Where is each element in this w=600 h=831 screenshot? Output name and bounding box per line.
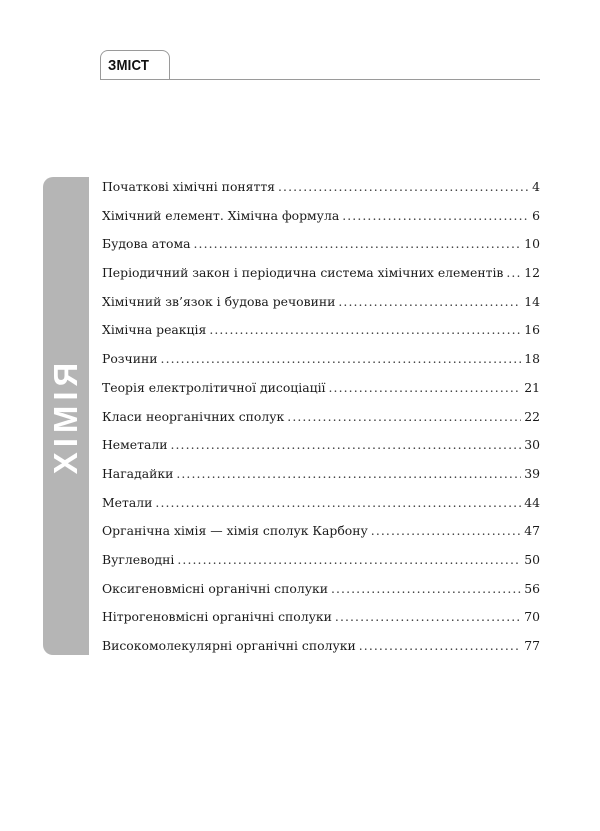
- toc-entry[interactable]: [102, 523, 540, 552]
- toc-entry-title: Органічна хімія — хімія сполук Карбону: [102, 523, 368, 539]
- toc-entry-page-number: 56: [524, 580, 540, 596]
- toc-entry-page-number: 70: [524, 609, 540, 625]
- toc-entry-page-number: 6: [532, 207, 540, 223]
- toc-entry-title: Вуглеводні: [102, 551, 175, 567]
- toc-entry-page-number: 14: [524, 293, 540, 309]
- toc-dot-leader: [155, 495, 521, 511]
- toc-dot-leader: [329, 380, 522, 396]
- toc-dot-leader: [338, 294, 521, 310]
- toc-entry-title: Початкові хімічні поняття: [102, 179, 276, 194]
- toc-dot-leader: [209, 322, 521, 338]
- toc-entry-title: Будова атома: [102, 236, 191, 252]
- toc-entry[interactable]: [102, 437, 540, 466]
- toc-entry[interactable]: [102, 638, 540, 667]
- toc-entry[interactable]: [102, 236, 540, 265]
- toc-entry-page-number: 47: [524, 523, 540, 539]
- toc-entry-page-number: 77: [524, 638, 540, 653]
- toc-entry[interactable]: [102, 322, 540, 351]
- toc-entry-title: Оксигеновмісні органічні сполуки: [102, 580, 328, 596]
- toc-entry[interactable]: [102, 380, 540, 409]
- toc-entry-page-number: 30: [524, 437, 540, 453]
- toc-dot-leader: [161, 351, 522, 367]
- toc-entry-title: Метали: [102, 494, 153, 510]
- toc-entry-title: Високомолекулярні органічні сполуки: [102, 638, 356, 653]
- toc-entry-page-number: 50: [524, 551, 540, 567]
- toc-entry[interactable]: [102, 552, 540, 581]
- toc-entry[interactable]: [102, 466, 540, 495]
- toc-entry-page-number: 10: [524, 236, 540, 252]
- toc-dot-leader: [371, 523, 521, 539]
- toc-dot-leader: [359, 638, 521, 654]
- toc-entry-title: Хімічна реакція: [102, 322, 207, 338]
- toc-dot-leader: [278, 179, 529, 195]
- toc-entry-page-number: 16: [524, 322, 540, 338]
- toc-entry[interactable]: [102, 495, 540, 524]
- toc-dot-leader: [176, 466, 521, 482]
- toc-entry-page-number: 12: [524, 265, 540, 281]
- toc-entry-title: Нагадайки: [102, 465, 174, 481]
- toc-entry-title: Періодичний закон і періодична система хімічних елементів: [102, 265, 504, 281]
- toc-dot-leader: [342, 208, 529, 224]
- toc-entry[interactable]: [102, 581, 540, 610]
- toc-entry-title: Теорія електролітичної дисоціації: [102, 379, 326, 395]
- toc-entry[interactable]: [102, 265, 540, 294]
- toc-dot-leader: [335, 609, 521, 625]
- toc-entry-page-number: 39: [524, 465, 540, 481]
- section-side-label: ХІМІЯ: [47, 357, 84, 475]
- toc-dot-leader: [287, 409, 521, 425]
- toc-entry[interactable]: [102, 609, 540, 638]
- toc-entry-title: Хімічний зв’язок і будова речовини: [102, 293, 336, 309]
- toc-entry-page-number: 21: [524, 379, 540, 395]
- toc-dot-leader: [331, 581, 521, 597]
- toc-dot-leader: [506, 265, 521, 281]
- toc-entry-page-number: 18: [524, 351, 540, 367]
- toc-entry-page-number: 4: [532, 179, 540, 194]
- toc-entry[interactable]: [102, 294, 540, 323]
- header-rule: [100, 79, 540, 80]
- toc-entry-title: Неметали: [102, 437, 168, 453]
- toc-entry-title: Хімічний елемент. Хімічна формула: [102, 207, 340, 223]
- toc-dot-leader: [170, 437, 521, 453]
- page-title: ЗМІСТ: [108, 57, 150, 74]
- toc-entry-page-number: 22: [524, 408, 540, 424]
- toc-entry[interactable]: [102, 409, 540, 438]
- toc-entry[interactable]: [102, 208, 540, 237]
- toc-dot-leader: [194, 236, 522, 252]
- table-of-contents: [102, 179, 540, 667]
- toc-entry-title: Розчини: [102, 351, 158, 367]
- toc-entry-title: Нітрогеновмісні органічні сполуки: [102, 609, 332, 625]
- toc-entry-title: Класи неорганічних сполук: [102, 408, 285, 424]
- toc-entry[interactable]: [102, 351, 540, 380]
- toc-dot-leader: [177, 552, 521, 568]
- toc-entry-page-number: 44: [524, 494, 540, 510]
- toc-entry[interactable]: [102, 179, 540, 208]
